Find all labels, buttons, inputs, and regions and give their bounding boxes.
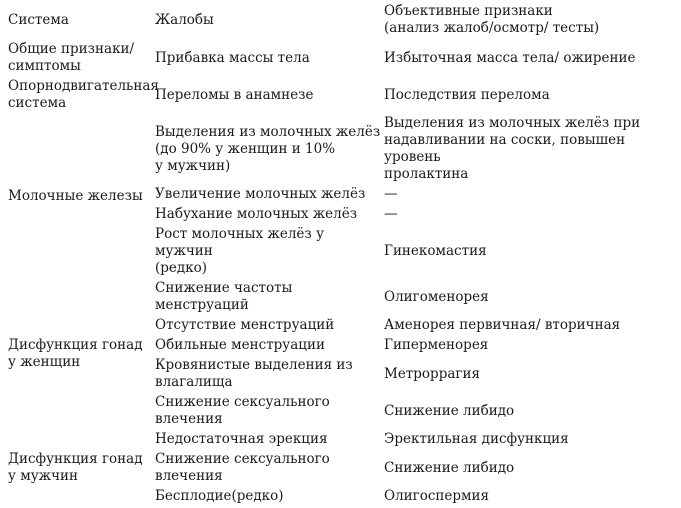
cell-objective: —: [384, 186, 398, 202]
cell-complaint: Бесплодие(редко): [155, 488, 284, 504]
cell-system: Молочные железы: [8, 187, 143, 204]
header-objective: Объективные признаки (анализ жалоб/осмотр/ тесты): [384, 3, 600, 36]
cell-objective: Олигоспермия: [384, 488, 490, 504]
cell-objective: Эректильная дисфункция: [384, 431, 569, 447]
table-row: [8, 41, 678, 78]
table-header-row: [8, 3, 678, 41]
cell-system: Дисфункция гонад у мужчин: [8, 451, 143, 484]
cell-complaint: Увеличение молочных желёз: [155, 186, 366, 202]
cell-objective: Аменорея первичная/ вторичная: [384, 317, 621, 333]
cell-objective: Последствия перелома: [384, 86, 550, 103]
cell-objective: Метроррагия: [384, 365, 480, 382]
cell-objective: Олигоменорея: [384, 288, 489, 305]
cell-complaint: Переломы в анамнезе: [155, 86, 314, 103]
cell-system: Общие признаки/ симптомы: [8, 41, 135, 74]
cell-complaint: Снижение сексуального влечения: [155, 394, 330, 427]
table-row: [8, 431, 678, 451]
cell-complaint: Набухание молочных желёз: [155, 206, 358, 222]
table-row: [8, 78, 678, 115]
cell-objective: Выделения из молочных желёз при надавливании на соски, повышен уровень пролактина: [384, 115, 641, 182]
cell-complaint: Рост молочных желёз у мужчин (редко): [155, 226, 325, 276]
cell-objective: Гинекомастия: [384, 243, 487, 259]
table-row: [8, 280, 678, 317]
cell-objective: Избыточная масса тела/ ожирение: [384, 49, 636, 66]
cell-complaint: Отсутствие менструаций: [155, 317, 335, 333]
cell-objective: Гиперменорея: [384, 337, 489, 353]
cell-complaint: Обильные менструации: [155, 337, 325, 353]
cell-objective: Снижение либидо: [384, 402, 515, 419]
symptoms-table: [8, 3, 678, 508]
cell-system: Опорнодвигательная система: [8, 78, 159, 111]
table-row: [8, 115, 678, 186]
cell-complaint: Выделения из молочных желёз (до 90% у женщин и 10% у мужчин): [155, 123, 381, 174]
header-complaints: Жалобы: [155, 11, 214, 28]
header-system: Система: [8, 11, 69, 28]
cell-complaint: Кровянистые выделения из влагалища: [155, 357, 353, 390]
cell-complaint: Недостаточная эрекция: [155, 431, 328, 447]
cell-objective: Снижение либидо: [384, 459, 515, 476]
cell-complaint: Снижение частоты менструаций: [155, 280, 293, 313]
cell-objective: —: [384, 206, 398, 222]
cell-system: Дисфункция гонад у женщин: [8, 337, 143, 370]
cell-complaint: Прибавка массы тела: [155, 49, 310, 66]
cell-complaint: Снижение сексуального влечения: [155, 451, 330, 484]
